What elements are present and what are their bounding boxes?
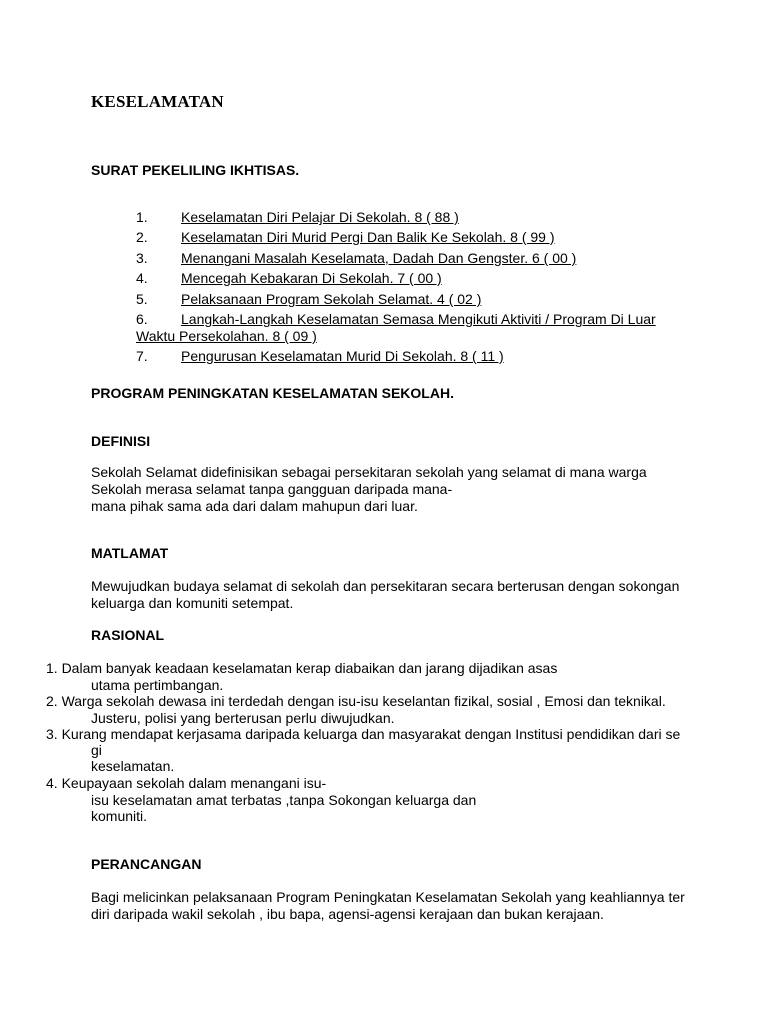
definisi-paragraph-line: Sekolah Selamat didefinisikan sebagai persekitaran sekolah yang selamat di mana warga bbox=[91, 464, 647, 480]
rasional-item: 2. Warga sekolah dewasa ini terdedah dengan isu-isu keselantan fizikal, sosial , Emosi dan teknikal. bbox=[46, 693, 666, 709]
list-item: Pelaksanaan Program Sekolah Selamat. 4 ( 02 ) bbox=[181, 291, 482, 307]
perancangan-paragraph-line: diri daripada wakil sekolah , ibu bapa, agensi-agensi kerajaan dan bukan kerajaan. bbox=[91, 906, 604, 922]
perancangan-paragraph-line: Bagi melicinkan pelaksanaan Program Peningkatan Keselamatan Sekolah yang keahliannya ter bbox=[91, 889, 685, 905]
list-item: Menangani Masalah Keselamata, Dadah Dan Gengster. 6 ( 00 ) bbox=[181, 250, 577, 266]
matlamat-heading: MATLAMAT bbox=[91, 545, 169, 561]
list-item: Keselamatan Diri Pelajar Di Sekolah. 8 ( 88 ) bbox=[181, 209, 459, 225]
list-item-number: 4. bbox=[136, 270, 148, 286]
rasional-heading: RASIONAL bbox=[91, 627, 165, 643]
list-item-number: 3. bbox=[136, 250, 148, 266]
rasional-item-continuation: isu keselamatan amat terbatas ,tanpa Sokongan keluarga dan bbox=[91, 792, 477, 808]
section-heading-program: PROGRAM PENINGKATAN KESELAMATAN SEKOLAH. bbox=[91, 385, 454, 401]
rasional-item-continuation: keselamatan. bbox=[91, 758, 175, 774]
rasional-item-continuation: komuniti. bbox=[91, 808, 148, 824]
section-heading-surat-pekeliling: SURAT PEKELILING IKHTISAS. bbox=[91, 162, 300, 178]
list-item: Pengurusan Keselamatan Murid Di Sekolah. 8 ( 11 ) bbox=[181, 348, 504, 364]
rasional-item: 3. Kurang mendapat kerjasama daripada keluarga dan masyarakat dengan Institusi pendidikan dari se bbox=[46, 726, 681, 742]
list-item-continuation: Waktu Persekolahan. 8 ( 09 ) bbox=[136, 328, 317, 344]
list-item: Keselamatan Diri Murid Pergi Dan Balik Ke Sekolah. 8 ( 99 ) bbox=[181, 229, 555, 245]
definisi-paragraph-line: mana pihak sama ada dari dalam mahupun dari luar. bbox=[91, 498, 418, 514]
list-item: Langkah-Langkah Keselamatan Semasa Mengikuti Aktiviti / Program Di Luar bbox=[181, 311, 656, 327]
document-title: KESELAMATAN bbox=[91, 92, 224, 111]
rasional-item-continuation: gi bbox=[91, 742, 102, 758]
list-item-number: 2. bbox=[136, 229, 148, 245]
matlamat-paragraph-line: keluarga dan komuniti setempat. bbox=[91, 595, 294, 611]
list-item-number: 6. bbox=[136, 311, 148, 327]
perancangan-heading: PERANCANGAN bbox=[91, 856, 202, 872]
list-item-number: 1. bbox=[136, 209, 148, 225]
matlamat-paragraph-line: Mewujudkan budaya selamat di sekolah dan persekitaran secara berterusan dengan sokongan bbox=[91, 578, 680, 594]
rasional-item: 1. Dalam banyak keadaan keselamatan kerap diabaikan dan jarang dijadikan asas bbox=[46, 660, 558, 676]
list-item-number: 5. bbox=[136, 291, 148, 307]
list-item-number: 7. bbox=[136, 348, 148, 364]
definisi-heading: DEFINISI bbox=[91, 433, 151, 449]
rasional-item: 4. Keupayaan sekolah dalam menangani isu- bbox=[46, 775, 327, 791]
definisi-paragraph-line: Sekolah merasa selamat tanpa gangguan daripada mana- bbox=[91, 481, 453, 497]
list-item: Mencegah Kebakaran Di Sekolah. 7 ( 00 ) bbox=[181, 270, 442, 286]
rasional-item-continuation: Justeru, polisi yang berterusan perlu diwujudkan. bbox=[91, 710, 395, 726]
rasional-item-continuation: utama pertimbangan. bbox=[91, 677, 224, 693]
